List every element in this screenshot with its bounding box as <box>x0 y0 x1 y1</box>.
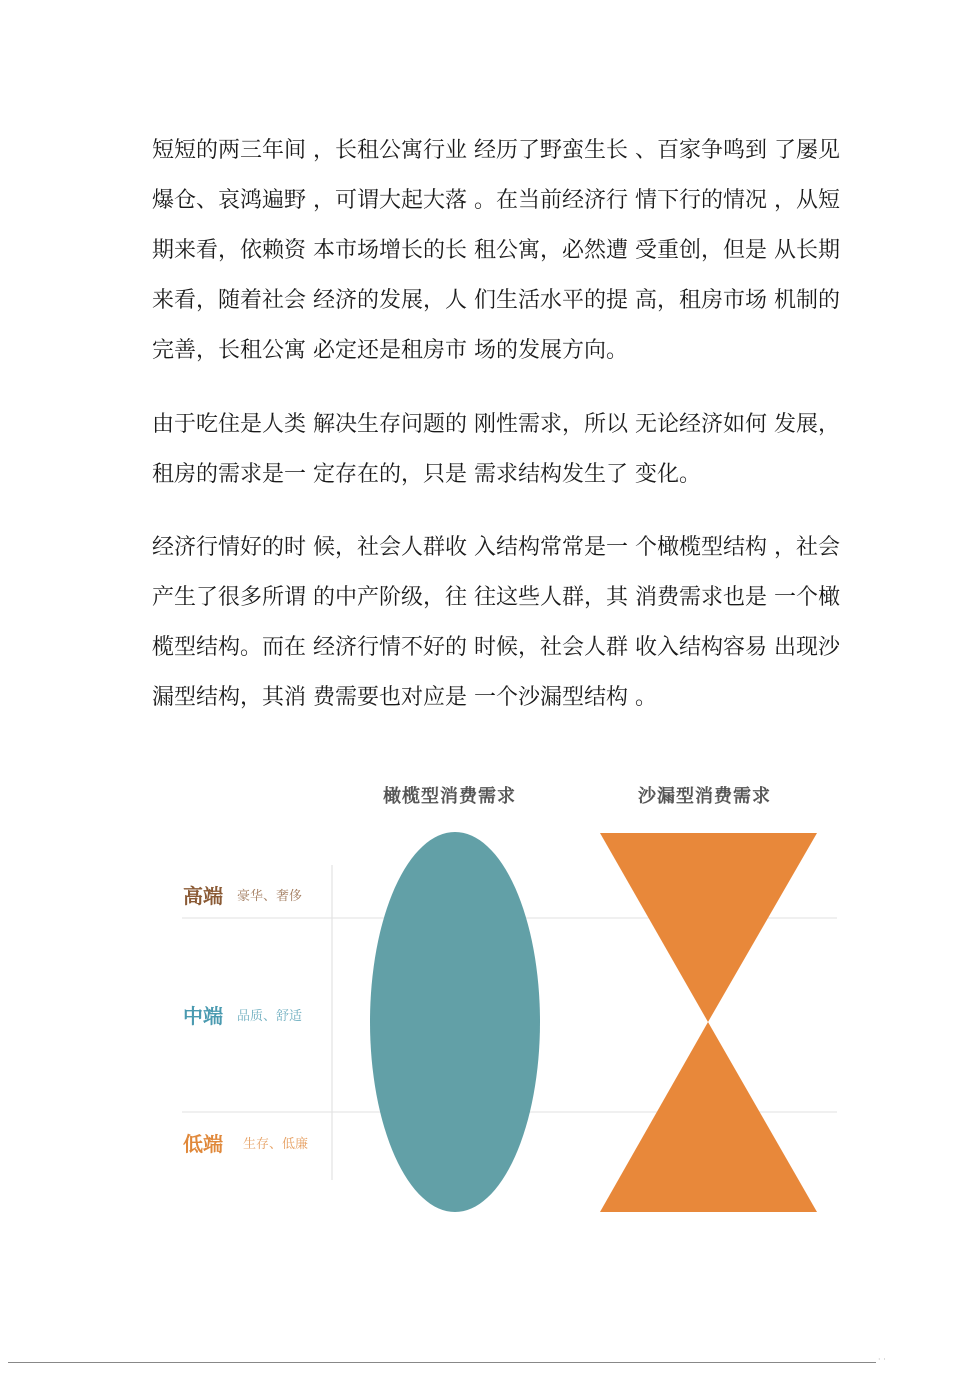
hourglass-bottom-triangle <box>600 1022 817 1212</box>
footer-rule <box>8 1362 876 1363</box>
tier-sub-mid: 品质、舒适 <box>237 1009 303 1024</box>
paragraph-3 <box>152 523 852 723</box>
paragraph-line: 爆仓、哀鸿遍野 ，可谓大起大落 。在当前经济行 情下行的情况 ，从短 <box>152 188 840 213</box>
paragraph-line: 期来看，依赖资 本市场增长的长 租公寓，必然遭 受重创，但是 从长期 <box>152 238 840 263</box>
paragraph-line: 经济行情好的时 候，社会人群收 入结构常常是一 个橄榄型结构 ，社会 <box>152 535 840 560</box>
paragraph-line: 租房的需求是一 定存在的，只是 需求结构发生了 变化。 <box>152 462 701 487</box>
paragraph-1 <box>152 126 852 376</box>
olive-shape <box>370 832 540 1212</box>
paragraph-2 <box>152 400 852 500</box>
footer-mark: · · <box>878 1355 886 1364</box>
hourglass-top-triangle <box>600 833 817 1022</box>
figure-graphics <box>0 760 967 1240</box>
paragraph-line: 短短的两三年间 ，长租公寓行业 经历了野蛮生长 、百家争鸣到 了屡见 <box>152 138 840 163</box>
tier-sub-low: 生存、低廉 <box>243 1137 309 1152</box>
tier-label-mid: 中端 <box>183 1004 223 1028</box>
tier-label-high: 高端 <box>183 884 223 908</box>
paragraph-line: 漏型结构，其消 费需要也对应是 一个沙漏型结构 。 <box>152 685 657 710</box>
hourglass-title: 沙漏型消费需求 <box>638 786 771 807</box>
demand-structure-figure <box>0 760 967 1240</box>
paragraph-line: 产生了很多所谓 的中产阶级，往 往这些人群，其 消费需求也是 一个橄 <box>152 585 840 610</box>
tier-label-low: 低端 <box>183 1132 223 1156</box>
paragraph-line: 榄型结构。而在 经济行情不好的 时候，社会人群 收入结构容易 出现沙 <box>152 635 840 660</box>
paragraph-line: 完善，长租公寓 必定还是租房市 场的发展方向。 <box>152 338 628 363</box>
paragraph-line: 来看，随着社会 经济的发展，人 们生活水平的提 高，租房市场 机制的 <box>152 288 840 313</box>
olive-title: 橄榄型消费需求 <box>383 786 516 807</box>
paragraph-line: 由于吃住是人类 解决生存问题的 刚性需求，所以 无论经济如何 发展， <box>152 412 840 437</box>
tier-sub-high: 豪华、奢侈 <box>237 889 303 904</box>
